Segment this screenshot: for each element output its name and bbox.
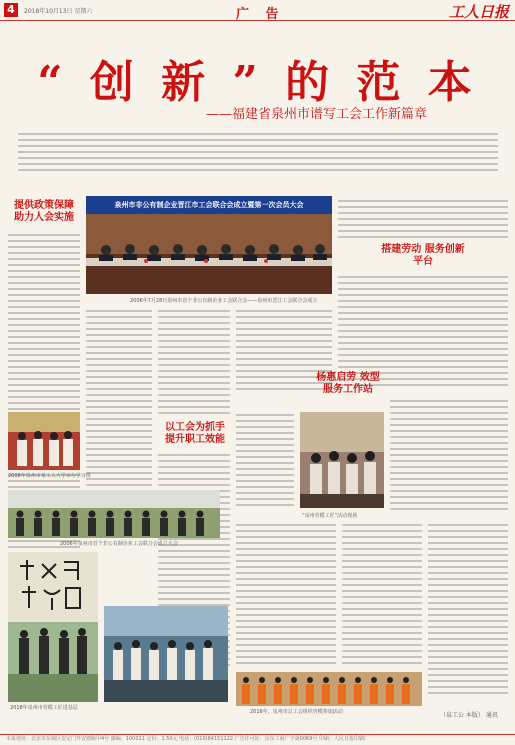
ceremony-photo: [8, 412, 80, 470]
orange-team-photo: [236, 672, 422, 706]
orange-team-caption: 2016年，泉州市总工会组织劳模参加活动: [250, 709, 343, 715]
text-column-5: [338, 196, 508, 241]
meeting-photo-caption: 2006年7月28日泉州市首个非公有制企业工会联合会——泉州市晋江工会联合会成立: [130, 298, 318, 304]
page-number: 4: [4, 3, 18, 17]
text-column-7: [236, 410, 294, 510]
closing-sign: （泉工公 本版） 通讯: [440, 712, 498, 719]
page-footer: 本报地址：北京市东城区安定门外安德路甲4号 邮编：100011 定价：1.50元 电话：(010)84151122 广告许可证：京东工商广字第0069号 印刷：人民日报印刷厂: [0, 734, 515, 745]
group-photo-caption: 2006年泉州市首个非公有制企业工会联合会成立大会: [60, 541, 178, 547]
header-date: 2018年10月13日 星期六: [24, 8, 93, 15]
section-heading: 搭建劳动 服务创新平台: [381, 244, 465, 267]
ceremony-photo-caption: 2008年泉州市某工人大学举办学习班: [8, 473, 91, 479]
workers-photo: [104, 606, 228, 702]
text-column-11: [428, 520, 508, 705]
meeting-photo: [86, 214, 332, 294]
calligraphy-photo-caption: 2018年泉州市劳模工匠进基层: [10, 705, 78, 711]
article-subtitle: ——福建省泉州市谱写工会工作新篇章: [206, 107, 428, 122]
calligraphy-photo: [8, 552, 98, 702]
meeting-banner: 泉州市非公有制企业晋江市工会联合会成立暨第一次会员大会: [86, 196, 332, 214]
page-header: [0, 0, 515, 21]
section-title: 广 告: [236, 7, 285, 22]
event-photo: [300, 412, 384, 508]
text-column-3: [158, 306, 230, 416]
text-column-10: [390, 396, 508, 516]
section-heading: 以工会为抓手 提升职工效能: [165, 422, 225, 445]
text-column-9: [342, 520, 422, 670]
section-heading: 杨惠启劳 效型服务工作站: [316, 372, 380, 395]
article-title: “ 创 新 ” 的 范 本: [37, 57, 478, 108]
group-photo: [8, 490, 220, 538]
event-photo-caption: “泉州劳模工匠”活动现场: [302, 513, 358, 519]
intro-paragraph: [18, 129, 498, 177]
text-column-8: [236, 520, 336, 670]
newspaper-logo: 工人日报: [448, 3, 509, 21]
section-heading: 提供政策保障 助力人会实施: [14, 200, 74, 223]
